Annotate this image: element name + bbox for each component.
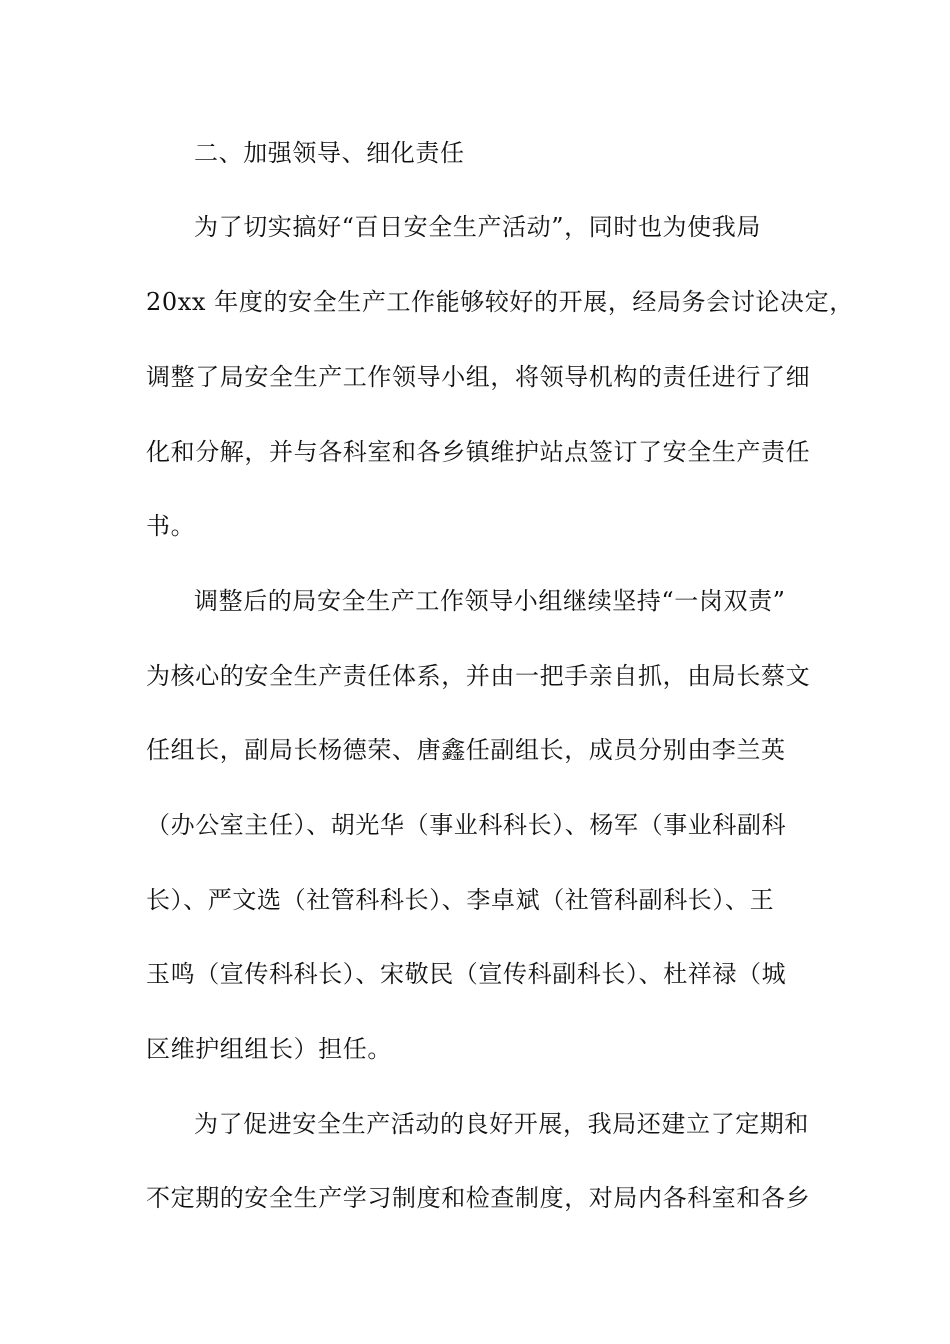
paragraph-line: 化和分解，并与各科室和各乡镇维护站点签订了安全生产责任 <box>146 438 811 466</box>
paragraph-line: 长）、严文选（社管科科长）、李卓斌（社管科副科长）、王 <box>146 886 775 914</box>
paragraph-line: 20xx 年度的安全生产工作能够较好的开展，经局务会讨论决定， <box>146 288 854 316</box>
paragraph-line: 区维护组组长）担任。 <box>146 1035 392 1063</box>
paragraph-line: 调整后的局安全生产工作领导小组继续坚持“一岗双责” <box>194 587 786 615</box>
paragraph-line: 书。 <box>146 512 196 540</box>
paragraph-line: 任组长，副局长杨德荣、唐鑫任副组长，成员分别由李兰英 <box>146 736 786 764</box>
paragraph-line: （办公室主任）、胡光华（事业科科长）、杨军（事业科副科 <box>146 811 787 839</box>
paragraph-line: 不定期的安全生产学习制度和检查制度，对局内各科室和各乡 <box>146 1184 811 1212</box>
paragraph-line: 调整了局安全生产工作领导小组，将领导机构的责任进行了细 <box>146 363 811 391</box>
paragraph-line: 为了切实搞好“百日安全生产活动”，同时也为使我局 <box>194 213 761 241</box>
paragraph-line: 玉鸣（宣传科科长）、宋敬民（宣传科副科长）、杜祥禄（城 <box>146 960 787 988</box>
paragraph-line: 为核心的安全生产责任体系，并由一把手亲自抓，由局长蔡文 <box>146 662 811 690</box>
section-heading: 二、加强领导、细化责任 <box>194 139 465 167</box>
paragraph-line: 为了促进安全生产活动的良好开展，我局还建立了定期和 <box>194 1110 809 1138</box>
